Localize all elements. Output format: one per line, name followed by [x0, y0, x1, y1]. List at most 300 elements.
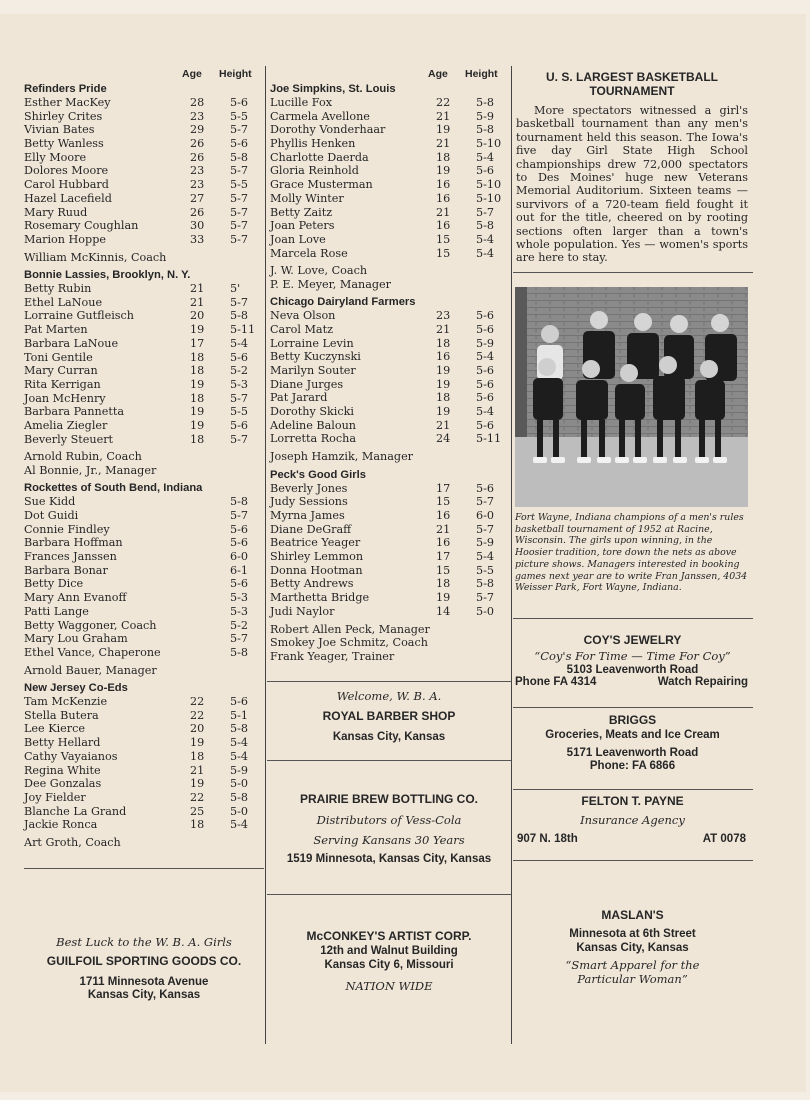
staff-line: Robert Allen Peck, Manager — [270, 622, 430, 636]
team-block — [270, 82, 506, 291]
player-age: 19 — [436, 123, 451, 137]
player-name: Lorretta Rocha — [270, 432, 356, 446]
player-row — [24, 509, 262, 523]
player-height: 5-6 — [476, 309, 495, 323]
player-name: Barbara Pannetta — [24, 405, 125, 419]
ad-city: Kansas City 6, Missouri — [324, 959, 454, 971]
player-row — [270, 323, 506, 337]
player-height: 5-6 — [230, 350, 249, 364]
team-staff — [24, 664, 262, 678]
player-height: 5-5 — [476, 563, 495, 577]
player-name: Frances Janssen — [24, 550, 117, 564]
player-row — [270, 523, 506, 537]
player-age: 16 — [436, 219, 451, 233]
player-age: 18 — [190, 432, 205, 446]
player-height: 5-7 — [230, 632, 249, 646]
player-name: Connie Findley — [24, 522, 110, 536]
player-name: Hazel Lacefield — [24, 191, 112, 205]
player-row — [270, 605, 506, 619]
player-height: 5-6 — [476, 364, 495, 377]
player-row — [270, 110, 506, 124]
ad-phone: Phone: FA 6866 — [589, 760, 676, 772]
player-name: Neva Olson — [270, 309, 336, 323]
player-height: 5-6 — [476, 322, 495, 336]
player-height: 5-3 — [230, 377, 249, 391]
player-name: Mary Lou Graham — [24, 632, 128, 646]
player-age: 18 — [190, 391, 205, 405]
player-row — [24, 151, 262, 165]
player-name: Donna Hootman — [270, 563, 363, 577]
player-row — [24, 695, 262, 709]
player-age: 18 — [436, 336, 451, 350]
ad-phone: AT 0078 — [702, 833, 746, 845]
player-height: 5-7 — [476, 591, 495, 605]
player-height: 5-5 — [230, 178, 249, 192]
section-divider — [513, 860, 753, 861]
team-staff — [270, 450, 506, 464]
player-height: 5-7 — [230, 191, 249, 205]
ad-line-1: Distributors of Vess-Cola — [316, 813, 462, 827]
ad-service: Watch Repairing — [657, 676, 748, 688]
height-header: Height — [465, 68, 498, 80]
player-age: 28 — [190, 96, 205, 109]
player-name: Mary Curran — [24, 364, 98, 378]
player-name: Dot Guidi — [24, 509, 79, 522]
ad-city: Kansas City, Kansas — [332, 731, 446, 743]
player-age: 21 — [436, 522, 451, 536]
player-name: Lee Kierce — [24, 722, 86, 736]
team-staff — [270, 623, 506, 664]
player-height: 5-7 — [230, 509, 249, 522]
age-header: Age — [182, 68, 202, 80]
ad-maslans — [515, 908, 750, 986]
player-row — [270, 364, 506, 378]
player-height: 5-10 — [476, 137, 502, 151]
player-name: Esther MacKey — [24, 96, 111, 109]
player-age: 15 — [436, 232, 451, 246]
player-age: 18 — [436, 391, 451, 405]
player-height: 5-5 — [230, 405, 249, 419]
player-name: Stella Butera — [24, 708, 99, 722]
player-height: 5-6 — [476, 377, 495, 391]
player-name: Toni Gentile — [24, 350, 93, 364]
player-row — [24, 805, 262, 819]
team-name: Refinders Pride — [24, 83, 107, 95]
player-height: 5-7 — [230, 205, 249, 219]
player-row — [24, 550, 262, 564]
player-height: 5-7 — [230, 219, 249, 233]
team-block — [24, 268, 262, 477]
player-age: 21 — [436, 205, 451, 219]
player-age: 17 — [190, 336, 205, 350]
player-height: 5-11 — [476, 432, 502, 446]
player-row — [24, 632, 262, 646]
ad-city: Kansas City, Kansas — [87, 989, 201, 1001]
staff-line: William McKinnis, Coach — [24, 250, 167, 264]
section-divider — [513, 707, 753, 708]
player-row — [270, 564, 506, 578]
player-height: 5-9 — [230, 763, 249, 777]
ad-address: 5103 Leavenworth Road — [566, 664, 699, 676]
player-height: 5-7 — [230, 295, 249, 309]
player-row — [24, 709, 262, 723]
player-age: 29 — [190, 123, 205, 137]
player-row — [270, 391, 506, 405]
player-name: Regina White — [24, 763, 101, 777]
player-age: 18 — [190, 749, 205, 763]
player-name: Beverly Jones — [270, 481, 348, 495]
player-age: 16 — [436, 191, 451, 205]
player-row — [24, 405, 262, 419]
player-row — [270, 123, 506, 137]
player-name: Elly Moore — [24, 150, 87, 164]
ad-address: 5171 Leavenworth Road — [566, 747, 699, 759]
player-height: 5-6 — [476, 391, 495, 405]
player-row — [24, 736, 262, 750]
player-age: 19 — [436, 405, 451, 419]
player-height: 5-4 — [476, 405, 495, 419]
player-age: 14 — [436, 604, 451, 618]
section-divider — [267, 894, 511, 895]
ad-name: COY'S JEWELRY — [583, 633, 682, 647]
player-name: Pat Marten — [24, 323, 88, 337]
player-age: 19 — [436, 164, 451, 178]
player-age: 15 — [436, 246, 451, 260]
player-age: 22 — [190, 790, 205, 804]
player-age: 22 — [190, 695, 205, 709]
ad-name: ROYAL BARBER SHOP — [322, 709, 456, 723]
player-height: 5-6 — [230, 522, 249, 536]
ad-welcome: Welcome, W. B. A. — [336, 689, 442, 703]
roster-column-middle — [270, 68, 506, 667]
player-age: 17 — [436, 481, 451, 495]
staff-line: Art Groth, Coach — [24, 835, 121, 849]
player-row — [24, 378, 262, 392]
player-height: 5-0 — [476, 604, 495, 618]
player-height: 5-7 — [230, 164, 249, 178]
ad-briggs — [515, 713, 750, 772]
ad-slogan: “Coy's For Time — Time For Coy” — [534, 649, 731, 663]
team-block — [24, 481, 262, 677]
team-name: Joe Simpkins, St. Louis — [270, 83, 396, 95]
player-height: 5-9 — [476, 336, 495, 350]
player-height: 5-6 — [476, 481, 495, 495]
ad-name: PRAIRIE BREW BOTTLING CO. — [300, 792, 478, 806]
team-name: Peck's Good Girls — [270, 468, 366, 481]
ad-line: Insurance Agency — [580, 813, 685, 827]
player-age: 24 — [436, 432, 451, 446]
player-name: Tam McKenzie — [24, 695, 108, 709]
player-height: 5-4 — [230, 736, 249, 750]
team-block — [24, 681, 262, 849]
player-name: Joan Peters — [270, 219, 335, 233]
article-title: U. S. LARGEST BASKETBALL TOURNAMENT — [545, 70, 718, 98]
ad-city: Kansas City, Kansas — [576, 942, 689, 954]
player-row — [270, 509, 506, 523]
player-height: 5-4 — [476, 350, 495, 364]
player-name: Dorothy Skicki — [270, 405, 355, 419]
player-name: Beatrice Yeager — [270, 536, 361, 550]
team-photo — [515, 287, 748, 507]
player-height: 5-6 — [476, 418, 495, 432]
player-height: 5-10 — [476, 178, 502, 192]
photo-caption: Fort Wayne, Indiana champions of a men's rules basketball tournament of 1952 at Racine, Wisconsin. The girls upon winning, in the Hoosier tradition, tore down the nets as above picture shows. Managers interested in booking games next year are to write Fran Janssen, 4034 Weisser Park, Fort Wayne, Indiana. — [515, 512, 748, 594]
player-height: 5-8 — [230, 645, 249, 659]
player-age: 21 — [436, 322, 451, 336]
player-row — [24, 296, 262, 310]
player-age: 16 — [436, 350, 451, 364]
ad-mcconkeys — [268, 929, 510, 993]
player-row — [24, 123, 262, 137]
player-name: Marilyn Souter — [270, 364, 356, 377]
player-height: 5-3 — [230, 591, 249, 605]
player-row — [270, 550, 506, 564]
player-name: Joy Fielder — [24, 790, 86, 804]
player-age: 23 — [190, 164, 205, 178]
player-row — [270, 577, 506, 591]
player-row — [24, 646, 262, 660]
player-name: Betty Kuczynski — [270, 350, 361, 364]
player-name: Judy Sessions — [270, 495, 348, 509]
ad-address: Minnesota at 6th Street — [569, 928, 696, 940]
player-name: Phyllis Henken — [270, 137, 356, 151]
player-name: Mary Ann Evanoff — [24, 591, 127, 605]
player-age: 18 — [190, 818, 205, 832]
player-row — [270, 178, 506, 192]
column-divider — [511, 66, 512, 1044]
team-staff — [24, 251, 262, 265]
player-name: Joan Love — [270, 232, 326, 246]
player-height: 5-8 — [230, 495, 249, 509]
team-block — [270, 468, 506, 663]
player-row — [24, 96, 262, 110]
column-divider — [265, 66, 266, 1044]
player-height: 6-0 — [476, 509, 495, 522]
player-height: 5-7 — [476, 205, 495, 219]
player-name: Barbara LaNoue — [24, 336, 119, 350]
player-age: 25 — [190, 804, 205, 818]
player-row — [24, 337, 262, 351]
player-age: 16 — [436, 178, 451, 192]
player-name: Marthetta Bridge — [270, 591, 370, 605]
player-height: 6-1 — [230, 563, 249, 577]
player-height: 5-7 — [230, 232, 249, 246]
player-height: 5-4 — [476, 550, 495, 564]
player-height: 5-7 — [476, 495, 495, 509]
team-name: Rockettes of South Bend, Indiana — [24, 482, 203, 495]
staff-line: Arnold Bauer, Manager — [24, 663, 157, 677]
player-age: 30 — [190, 219, 205, 233]
player-name: Joan McHenry — [24, 391, 106, 405]
player-row — [270, 495, 506, 509]
player-height: 5-8 — [230, 722, 249, 736]
player-row — [24, 233, 262, 247]
ad-building: 12th and Walnut Building — [320, 945, 458, 957]
player-row — [270, 591, 506, 605]
ad-name: GUILFOIL SPORTING GOODS CO. — [46, 954, 242, 968]
column-header — [24, 68, 262, 82]
player-height: 5-8 — [230, 790, 249, 804]
player-row — [24, 392, 262, 406]
player-name: Carol Matz — [270, 322, 333, 336]
player-name: Pat Jarard — [270, 391, 328, 405]
player-age: 26 — [190, 205, 205, 219]
ad-address: 1519 Minnesota, Kansas City, Kansas — [286, 853, 492, 865]
player-row — [24, 178, 262, 192]
team-block — [270, 295, 506, 463]
player-age: 21 — [436, 137, 451, 151]
ad-felton-payne — [515, 794, 750, 849]
tournament-article — [516, 70, 748, 265]
player-row — [24, 309, 262, 323]
player-age: 19 — [436, 591, 451, 605]
ad-address: 907 N. 18th — [517, 833, 578, 845]
player-row — [270, 96, 506, 110]
player-age: 26 — [190, 137, 205, 151]
player-height: 5-0 — [230, 777, 249, 791]
player-age: 15 — [436, 495, 451, 509]
player-height: 5-7 — [230, 391, 249, 405]
player-height: 5-6 — [230, 137, 249, 151]
player-row — [24, 791, 262, 805]
player-name: Marcela Rose — [270, 246, 348, 260]
player-row — [270, 482, 506, 496]
player-height: 5-7 — [476, 522, 495, 536]
ad-royal-barber-shop — [268, 689, 510, 743]
team-staff — [24, 836, 262, 850]
player-height: 5-8 — [476, 577, 495, 591]
player-name: Shirley Crites — [24, 109, 103, 123]
player-age: 17 — [436, 550, 451, 564]
player-row — [270, 419, 506, 433]
player-row — [24, 536, 262, 550]
player-height: 5-9 — [476, 536, 495, 550]
player-row — [24, 764, 262, 778]
player-name: Rosemary Coughlan — [24, 219, 139, 233]
player-name: Betty Zaitz — [270, 205, 333, 219]
ad-prairie-brew — [268, 792, 510, 865]
player-name: Grace Musterman — [270, 178, 373, 192]
player-height: 6-0 — [230, 550, 249, 564]
height-header: Height — [219, 68, 252, 80]
player-height: 5-6 — [230, 577, 249, 591]
player-name: Charlotte Daerda — [270, 150, 369, 164]
player-height: 5-4 — [476, 246, 495, 260]
ad-name: BRIGGS — [608, 713, 657, 727]
player-name: Carol Hubbard — [24, 178, 109, 192]
player-height: 5-5 — [230, 109, 249, 123]
section-divider — [24, 868, 264, 869]
player-height: 5-6 — [230, 536, 249, 550]
player-row — [270, 536, 506, 550]
team-name: New Jersey Co-Eds — [24, 682, 128, 695]
player-name: Ethel LaNoue — [24, 295, 103, 309]
player-age: 19 — [190, 736, 205, 750]
player-name: Rita Kerrigan — [24, 377, 101, 391]
player-row — [270, 164, 506, 178]
player-age: 23 — [190, 109, 205, 123]
player-row — [24, 323, 262, 337]
player-age: 19 — [190, 405, 205, 419]
ad-line: Groceries, Meats and Ice Cream — [545, 729, 720, 741]
player-row — [270, 247, 506, 261]
player-row — [24, 777, 262, 791]
player-age: 21 — [190, 295, 205, 309]
team-staff — [270, 264, 506, 291]
player-height: 5-9 — [476, 109, 495, 123]
staff-line: Frank Yeager, Trainer — [270, 649, 395, 663]
player-row — [270, 432, 506, 446]
player-height: 5-8 — [476, 96, 495, 109]
player-age: 27 — [190, 191, 205, 205]
ad-slogan-2: Particular Woman” — [577, 972, 688, 986]
player-row — [24, 619, 262, 633]
player-row — [24, 577, 262, 591]
player-age: 20 — [190, 309, 205, 323]
player-row — [24, 523, 262, 537]
player-name: Barbara Hoffman — [24, 536, 123, 550]
ad-line-2: Serving Kansans 30 Years — [313, 833, 465, 847]
staff-line: Joseph Hamzik, Manager — [270, 450, 414, 464]
section-divider — [513, 789, 753, 790]
ad-name: McCONKEY'S ARTIST CORP. — [306, 929, 472, 943]
player-name: Betty Wanless — [24, 137, 104, 151]
player-row — [24, 433, 262, 447]
player-name: Diane Jurges — [270, 377, 344, 391]
player-row — [270, 309, 506, 323]
player-height: 5-8 — [230, 150, 249, 164]
section-divider — [267, 681, 511, 682]
ad-address: 1711 Minnesota Avenue — [79, 976, 209, 988]
team-name: Bonnie Lassies, Brooklyn, N. Y. — [24, 269, 191, 282]
section-divider — [513, 272, 753, 273]
player-name: Cathy Vayaianos — [24, 749, 118, 763]
player-age: 22 — [436, 96, 451, 109]
ad-luck: Best Luck to the W. B. A. Girls — [56, 935, 232, 949]
player-name: Dorothy Vonderhaar — [270, 123, 386, 137]
player-row — [24, 219, 262, 233]
player-height: 5-4 — [476, 232, 495, 246]
player-height: 5-6 — [476, 164, 495, 178]
ad-name: MASLAN'S — [601, 908, 664, 922]
player-row — [270, 192, 506, 206]
player-name: Myrna James — [270, 509, 345, 522]
ad-tag: NATION WIDE — [345, 979, 433, 993]
player-name: Amelia Ziegler — [24, 418, 108, 432]
player-row — [24, 750, 262, 764]
player-name: Lucille Fox — [270, 96, 333, 109]
player-height: 5-8 — [476, 219, 495, 233]
player-height: 5-7 — [230, 432, 249, 446]
team-staff — [24, 450, 262, 477]
roster-column-left — [24, 68, 262, 853]
player-age: 26 — [190, 150, 205, 164]
player-name: Dee Gonzalas — [24, 777, 102, 791]
player-age: 21 — [190, 282, 205, 296]
player-name: Betty Dice — [24, 577, 84, 591]
player-height: 5-2 — [230, 618, 249, 632]
player-row — [24, 206, 262, 220]
player-age: 19 — [436, 364, 451, 377]
player-row — [270, 219, 506, 233]
player-name: Betty Waggoner, Coach — [24, 618, 157, 632]
player-name: Barbara Bonar — [24, 563, 108, 577]
player-age: 20 — [190, 722, 205, 736]
ad-guilfoil — [24, 935, 264, 1001]
player-age: 18 — [436, 577, 451, 591]
player-age: 15 — [436, 563, 451, 577]
player-age: 19 — [190, 323, 205, 337]
